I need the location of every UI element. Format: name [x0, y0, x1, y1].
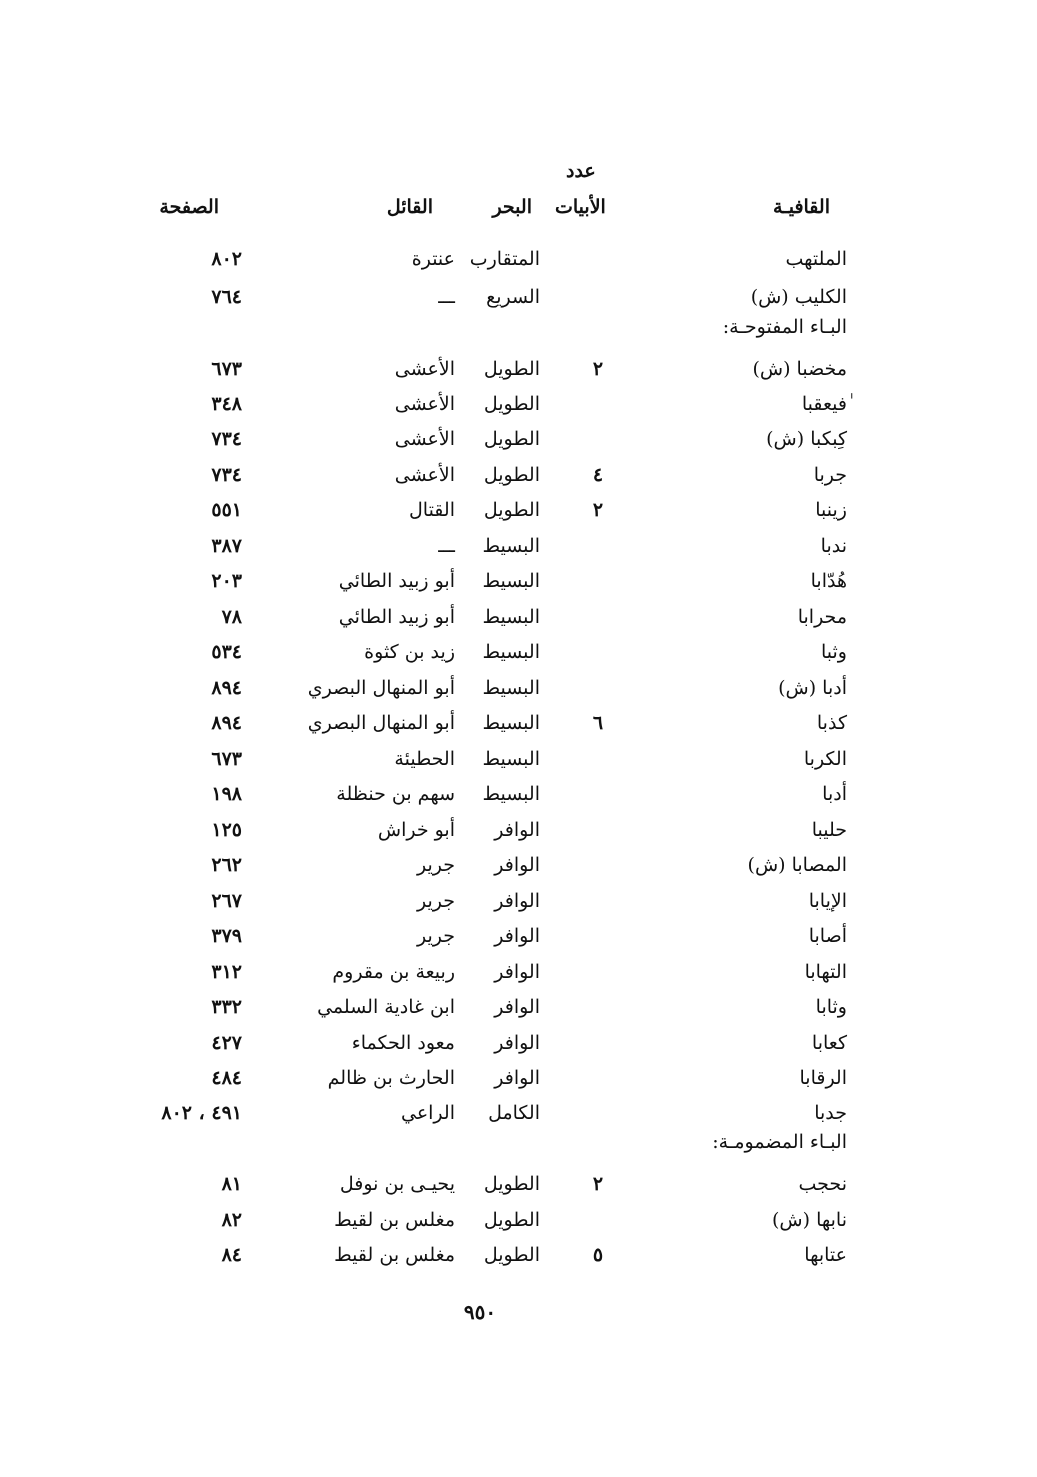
page-cell: ٦٧٣ — [211, 358, 242, 380]
poet-cell: جرير — [417, 925, 455, 947]
table-row — [0, 919, 1037, 953]
count-cell: ٤ — [592, 464, 604, 486]
meter-cell: البسيط — [482, 570, 540, 592]
rhyme-cell: الإيابا — [808, 890, 847, 912]
header-count-top: عدد — [566, 160, 596, 182]
meter-cell: الوافر — [494, 1032, 540, 1054]
page-cell: ٥٣٤ — [211, 641, 242, 663]
meter-cell: الوافر — [494, 961, 540, 983]
header-rhyme: القافيـة — [772, 196, 830, 218]
page-cell: ٢٦٧ — [211, 890, 242, 912]
page-cell: ١٢٥ — [211, 819, 242, 841]
meter-cell: البسيط — [482, 783, 540, 805]
table-row — [0, 280, 1037, 314]
poet-cell: مغلس بن لقيط — [334, 1209, 455, 1231]
page-cell: ٢٠٣ — [211, 570, 242, 592]
rhyme-cell: الرقابا — [799, 1067, 847, 1089]
table-row — [0, 387, 1037, 421]
meter-cell: البسيط — [482, 641, 540, 663]
table-row — [0, 884, 1037, 918]
page-cell: ٣٨٧ — [211, 535, 242, 557]
poet-cell: جرير — [417, 890, 455, 912]
table-row — [0, 1096, 1037, 1130]
table-row — [0, 493, 1037, 527]
page-number: ٩٥٠ — [463, 1300, 497, 1324]
poet-cell: أبو زبيد الطائي — [338, 606, 455, 628]
rhyme-cell: زينبا — [815, 499, 847, 521]
count-cell: ٦ — [592, 712, 604, 734]
table-row — [0, 458, 1037, 492]
page-cell: ٨١ — [221, 1173, 242, 1195]
poet-cell: معود الحكماء — [351, 1032, 455, 1054]
rhyme-cell: أدبا (ش) — [778, 677, 847, 699]
meter-cell: الطويل — [483, 393, 540, 415]
page-cell: ٢٦٢ — [211, 854, 242, 876]
count-cell: ٥ — [592, 1244, 604, 1266]
page-cell: ٤٨٤ — [211, 1067, 242, 1089]
page-cell: ٨٤ — [221, 1244, 242, 1266]
poet-cell: ابن غادية السلمي — [317, 996, 455, 1018]
rhyme-cell: المصابا (ش) — [747, 854, 847, 876]
rhyme-cell: كِبكبا (ش) — [766, 428, 847, 450]
page-cell: ٨٠٢ — [211, 248, 242, 270]
poet-cell: مغلس بن لقيط — [334, 1244, 455, 1266]
poet-cell: الحطيئة — [394, 748, 455, 770]
meter-cell: البسيط — [482, 606, 540, 628]
page-cell: ٧٣٤ — [211, 428, 242, 450]
rhyme-cell: وثابا — [815, 996, 847, 1018]
rhyme-cell: الملتهب — [785, 248, 847, 270]
meter-cell: الطويل — [483, 428, 540, 450]
rhyme-cell: مخضبا (ش) — [752, 358, 847, 380]
meter-cell: الوافر — [494, 925, 540, 947]
table-row — [0, 1026, 1037, 1060]
page-cell: ٤٢٧ — [211, 1032, 242, 1054]
poet-cell: عنترة — [411, 248, 455, 270]
table-row — [0, 742, 1037, 776]
rhyme-cell: نابها (ش) — [772, 1209, 847, 1231]
table-row — [0, 1203, 1037, 1237]
page-cell: ٧٣٤ — [211, 464, 242, 486]
table-row — [0, 990, 1037, 1024]
rhyme-cell: أدبا — [822, 783, 847, 805]
poet-cell: زيد بن كثوة — [364, 641, 455, 663]
table-row — [0, 635, 1037, 669]
rhyme-cell: عتابها — [804, 1244, 847, 1266]
table-row — [0, 600, 1037, 634]
table-row — [0, 352, 1037, 386]
rhyme-cell: ٰفيعقبا — [801, 393, 847, 415]
page-cell: ٤٩١ ، ٨٠٢ — [161, 1102, 242, 1124]
rhyme-cell: أصابا — [808, 925, 847, 947]
rhyme-cell: محرابا — [797, 606, 847, 628]
page-cell: ٣٤٨ — [211, 393, 242, 415]
table-row — [0, 671, 1037, 705]
header-page: الصفحة — [159, 196, 219, 218]
table-row — [0, 1061, 1037, 1095]
header-count: الأبيات — [555, 196, 606, 218]
rhyme-cell: جدبا — [814, 1102, 847, 1124]
meter-cell: الكامل — [488, 1102, 540, 1124]
header-poet: القائل — [386, 196, 433, 218]
count-cell: ٢ — [592, 499, 604, 521]
meter-cell: الطويل — [483, 1244, 540, 1266]
poet-cell: جرير — [417, 854, 455, 876]
table-row — [0, 529, 1037, 563]
page-cell: ٣٣٢ — [211, 996, 242, 1018]
meter-cell: البسيط — [482, 712, 540, 734]
rhyme-cell: الكربا — [803, 748, 847, 770]
meter-cell: الوافر — [494, 1067, 540, 1089]
poet-cell: القتال — [408, 499, 455, 521]
page-cell: ٦٧٣ — [211, 748, 242, 770]
poet-cell: ربيعة بن مقروم — [332, 961, 455, 983]
rhyme-cell: هُدّابا — [810, 570, 847, 592]
poet-cell: أبو المنهال البصري — [307, 677, 455, 699]
poet-cell: الأعشى — [394, 358, 455, 380]
count-cell: ٢ — [592, 358, 604, 380]
poet-cell: الأعشى — [394, 393, 455, 415]
page-cell: ٥٥١ — [211, 499, 242, 521]
page-cell: ٧٦٤ — [211, 286, 242, 308]
poet-cell: الأعشى — [394, 428, 455, 450]
rhyme-cell: الكليب (ش) — [750, 286, 847, 308]
meter-cell: الوافر — [494, 890, 540, 912]
poet-cell: الأعشى — [394, 464, 455, 486]
meter-cell: البسيط — [482, 535, 540, 557]
meter-cell: المتقارب — [469, 248, 540, 270]
meter-cell: الطويل — [483, 464, 540, 486]
rhyme-cell: كعابا — [811, 1032, 847, 1054]
rhyme-cell: التهابا — [804, 961, 847, 983]
poet-cell: سهم بن حنظلة — [336, 783, 455, 805]
poet-cell: أبو خراش — [377, 819, 455, 841]
page-cell: ٣٧٩ — [211, 925, 242, 947]
table-row — [0, 422, 1037, 456]
rhyme-cell: جربا — [813, 464, 847, 486]
meter-cell: الوافر — [494, 854, 540, 876]
poet-cell: الراعي — [400, 1102, 455, 1124]
meter-cell: الوافر — [494, 996, 540, 1018]
table-row — [0, 1238, 1037, 1272]
rhyme-cell: حليبا — [811, 819, 847, 841]
meter-cell: الوافر — [494, 819, 540, 841]
table-row — [0, 955, 1037, 989]
meter-cell: الطويل — [483, 358, 540, 380]
header-meter: البحر — [492, 196, 532, 218]
page-cell: ٨٩٤ — [211, 712, 242, 734]
poet-cell: يحيـى بن نوفل — [339, 1173, 455, 1195]
poet-cell: أبو زبيد الطائي — [338, 570, 455, 592]
meter-cell: الطويل — [483, 1209, 540, 1231]
table-row — [0, 848, 1037, 882]
page-cell: ١٩٨ — [211, 783, 242, 805]
table-row — [0, 242, 1037, 276]
poet-cell: الحارث بن ظالم — [327, 1067, 455, 1089]
page-cell: ٨٢ — [221, 1209, 242, 1231]
meter-cell: البسيط — [482, 748, 540, 770]
page-cell: ٨٩٤ — [211, 677, 242, 699]
poet-cell: أبو المنهال البصري — [307, 712, 455, 734]
section-heading: البـاء المفتوحـة: — [722, 316, 847, 338]
rhyme-cell: وثبا — [821, 641, 847, 663]
meter-cell: السريع — [486, 286, 540, 308]
meter-cell: البسيط — [482, 677, 540, 699]
meter-cell: الطويل — [483, 1173, 540, 1195]
table-row — [0, 564, 1037, 598]
poet-cell: ـــ — [438, 286, 455, 308]
table-row — [0, 1167, 1037, 1201]
table-row — [0, 813, 1037, 847]
rhyme-cell: ندبا — [820, 535, 847, 557]
rhyme-cell: نحجب — [798, 1173, 847, 1195]
poet-cell: ـــ — [438, 535, 455, 557]
page-cell: ٧٨ — [221, 606, 242, 628]
table-row — [0, 777, 1037, 811]
page-cell: ٣١٢ — [211, 961, 242, 983]
count-cell: ٢ — [592, 1173, 604, 1195]
rhyme-cell: كذبا — [816, 712, 847, 734]
table-row — [0, 706, 1037, 740]
section-heading: البـاء المضمومـة: — [712, 1131, 847, 1153]
meter-cell: الطويل — [483, 499, 540, 521]
